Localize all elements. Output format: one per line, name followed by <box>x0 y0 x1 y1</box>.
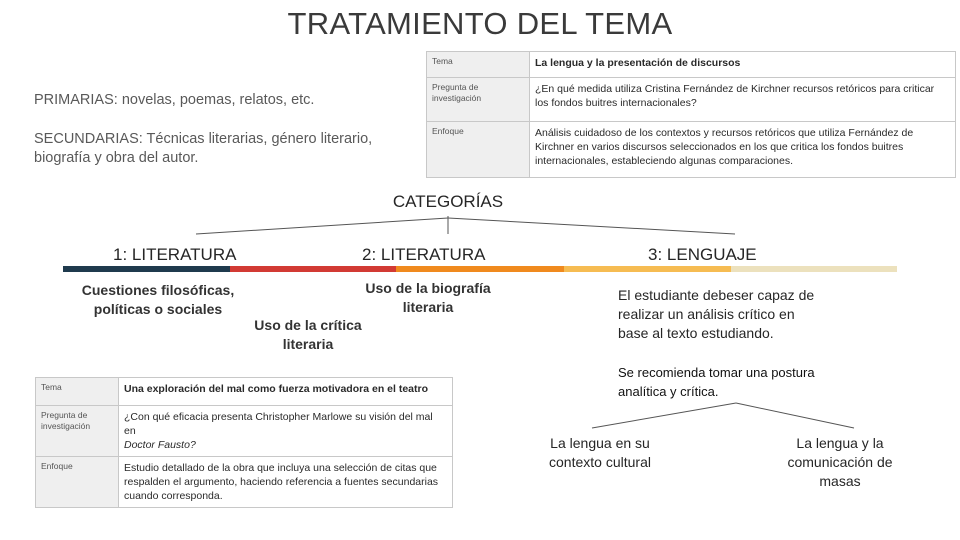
table-row <box>36 378 453 406</box>
primary-sources-text: PRIMARIAS: novelas, poemas, relatos, etc. <box>34 92 315 108</box>
slide-title: TRATAMIENTO DEL TEMA <box>287 6 673 41</box>
table-value-enfoque: Estudio detallado de la obra que incluya una selección de citas que respalden el argumento, haciendo referencia a fuentes secundarias cuando corresponda. <box>119 457 453 508</box>
table-label-enfoque: Enfoque <box>427 122 530 178</box>
table-label-tema: Tema <box>427 52 530 78</box>
table-label-pregunta: Pregunta de investigación <box>427 78 530 122</box>
subcategory-literary-biography: Uso de la biografía literaria <box>365 280 491 315</box>
leaf-cultural-context: La lengua en su contexto cultural <box>549 435 651 470</box>
question-text: ¿Con qué eficacia presenta Christopher Marlowe su visión del mal en <box>124 411 433 437</box>
table-label-pregunta: Pregunta de investigación <box>36 406 119 457</box>
timeline-segment-5 <box>731 266 897 272</box>
table-value-tema: La lengua y la presentación de discursos <box>530 52 956 78</box>
connector-line <box>592 403 736 428</box>
connector-line <box>448 218 735 234</box>
category-3-label: 3: LENGUAJE <box>648 245 757 264</box>
category-2-label: 2: LITERATURA <box>362 245 486 264</box>
table-value-tema: Una exploración del mal como fuerza motivadora en el teatro <box>119 378 453 406</box>
leaf-mass-communication: La lengua y la comunicación de masas <box>787 435 893 489</box>
timeline-segment-3 <box>396 266 564 272</box>
categories-heading: CATEGORÍAS <box>392 192 504 211</box>
table-value-enfoque: Análisis cuidadoso de los contextos y recursos retóricos que utiliza Fernández de Kirchner en varios discursos seleccionados en los que critica los fondos buitres internacionales, estableciendo algunas comparaciones. <box>530 122 956 178</box>
example-table-literature <box>35 377 453 508</box>
table-value-pregunta: ¿En qué medida utiliza Cristina Fernández de Kirchner recursos retóricos para criticar los fondos buitres internacionales? <box>530 78 956 122</box>
subcategory-literary-criticism: Uso de la crítica literaria <box>254 317 362 352</box>
connector-line <box>736 403 854 428</box>
category-1-label: 1: LITERATURA <box>113 245 237 264</box>
language-requirement-text: El estudiante debeser capaz de realizar un análisis crítico en base al texto estudiando. <box>618 287 815 341</box>
table-row <box>36 406 453 457</box>
subcategory-philosophical-issues: Cuestiones filosóficas, políticas o sociales <box>81 282 235 317</box>
table-value-pregunta <box>119 406 453 457</box>
table-label-enfoque: Enfoque <box>36 457 119 508</box>
timeline-segment-2 <box>230 266 396 272</box>
table-label-tema: Tema <box>36 378 119 406</box>
table-row <box>36 457 453 508</box>
secondary-sources-text: SECUNDARIAS: Técnicas literarias, género literario, biografía y obra del autor. <box>34 131 373 166</box>
timeline-segment-4 <box>564 266 731 272</box>
work-title: Doctor Fausto? <box>124 439 196 451</box>
connector-line <box>196 218 448 234</box>
language-recommendation-text: Se recomienda tomar una postura analítica y crítica. <box>618 365 815 399</box>
timeline-segment-1 <box>63 266 230 272</box>
